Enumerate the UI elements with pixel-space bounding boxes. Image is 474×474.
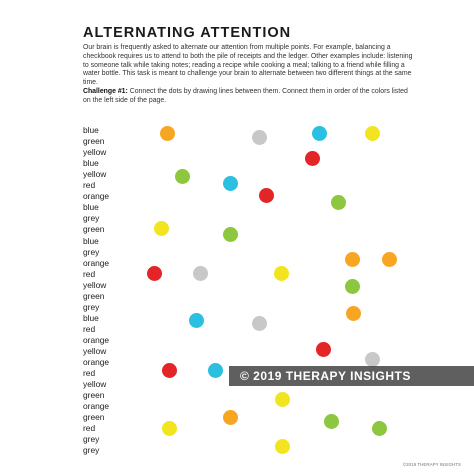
orange-dot bbox=[345, 252, 360, 267]
challenge-label: Challenge #1: bbox=[83, 88, 128, 95]
color-word: orange bbox=[83, 257, 110, 268]
page-title: ALTERNATING ATTENTION bbox=[83, 25, 292, 41]
color-word: grey bbox=[83, 445, 100, 456]
red-dot bbox=[259, 188, 274, 203]
watermark-banner bbox=[229, 366, 474, 386]
red-dot bbox=[316, 342, 331, 357]
color-word: green bbox=[83, 290, 105, 301]
color-word: blue bbox=[83, 158, 99, 169]
color-word: grey bbox=[83, 213, 100, 224]
yellow-dot bbox=[162, 421, 177, 436]
grey-dot bbox=[193, 266, 208, 281]
color-word: green bbox=[83, 390, 105, 401]
green-dot bbox=[372, 421, 387, 436]
yellow-dot bbox=[365, 126, 380, 141]
color-word: grey bbox=[83, 301, 100, 312]
grey-dot bbox=[365, 352, 380, 367]
red-dot bbox=[305, 151, 320, 166]
blue-dot bbox=[312, 126, 327, 141]
challenge-instructions bbox=[83, 88, 413, 106]
blue-dot bbox=[189, 313, 204, 328]
color-word: orange bbox=[83, 334, 110, 345]
color-word: red bbox=[83, 323, 96, 334]
challenge-text: Connect the dots by drawing lines between them. Connect them in order of the colors listed on the left side of the page. bbox=[83, 88, 408, 104]
yellow-dot bbox=[275, 439, 290, 454]
color-word: orange bbox=[83, 401, 110, 412]
color-word: red bbox=[83, 423, 96, 434]
color-word: red bbox=[83, 368, 96, 379]
color-word: grey bbox=[83, 246, 100, 257]
grey-dot bbox=[252, 316, 267, 331]
blue-dot bbox=[208, 363, 223, 378]
color-word: blue bbox=[83, 235, 99, 246]
color-word: blue bbox=[83, 125, 99, 135]
intro-paragraph: Our brain is frequently asked to alternate our attention from multiple points. For example, balancing a checkbook requires us to attend to both the pile of receipts and the ledger. Other examples include: listening to someone talk while taking notes; reading a recipe while cooking a meal; talking to a friend while filling a water bottle. This task is meant to challenge your brain to alternate between two different things at the same time. bbox=[83, 44, 413, 87]
green-dot bbox=[175, 169, 190, 184]
color-word: green bbox=[83, 412, 105, 423]
green-dot bbox=[223, 227, 238, 242]
yellow-dot bbox=[275, 392, 290, 407]
color-word: yellow bbox=[83, 147, 107, 158]
green-dot bbox=[331, 195, 346, 210]
red-dot bbox=[147, 266, 162, 281]
orange-dot bbox=[346, 306, 361, 321]
color-word: red bbox=[83, 180, 96, 191]
color-word: red bbox=[83, 268, 96, 279]
color-word: yellow bbox=[83, 379, 107, 390]
orange-dot bbox=[382, 252, 397, 267]
color-word: yellow bbox=[83, 169, 107, 180]
green-dot bbox=[345, 279, 360, 294]
grey-dot bbox=[252, 130, 267, 145]
color-word: grey bbox=[83, 434, 100, 445]
watermark-text: © 2019 THERAPY INSIGHTS bbox=[240, 369, 411, 383]
footer-copyright: ©2019 THERAPY INSIGHTS bbox=[402, 462, 461, 467]
color-word: yellow bbox=[83, 279, 107, 290]
color-word: green bbox=[83, 136, 105, 147]
blue-dot bbox=[223, 176, 238, 191]
yellow-dot bbox=[154, 221, 169, 236]
color-word: yellow bbox=[83, 346, 107, 356]
orange-dot bbox=[160, 126, 175, 141]
yellow-dot bbox=[274, 266, 289, 281]
green-dot bbox=[324, 414, 339, 429]
color-word: blue bbox=[83, 202, 99, 213]
color-word: blue bbox=[83, 312, 99, 323]
color-word: orange bbox=[83, 357, 110, 368]
red-dot bbox=[162, 363, 177, 378]
color-word: orange bbox=[83, 191, 110, 202]
color-word: green bbox=[83, 224, 105, 235]
orange-dot bbox=[223, 410, 238, 425]
